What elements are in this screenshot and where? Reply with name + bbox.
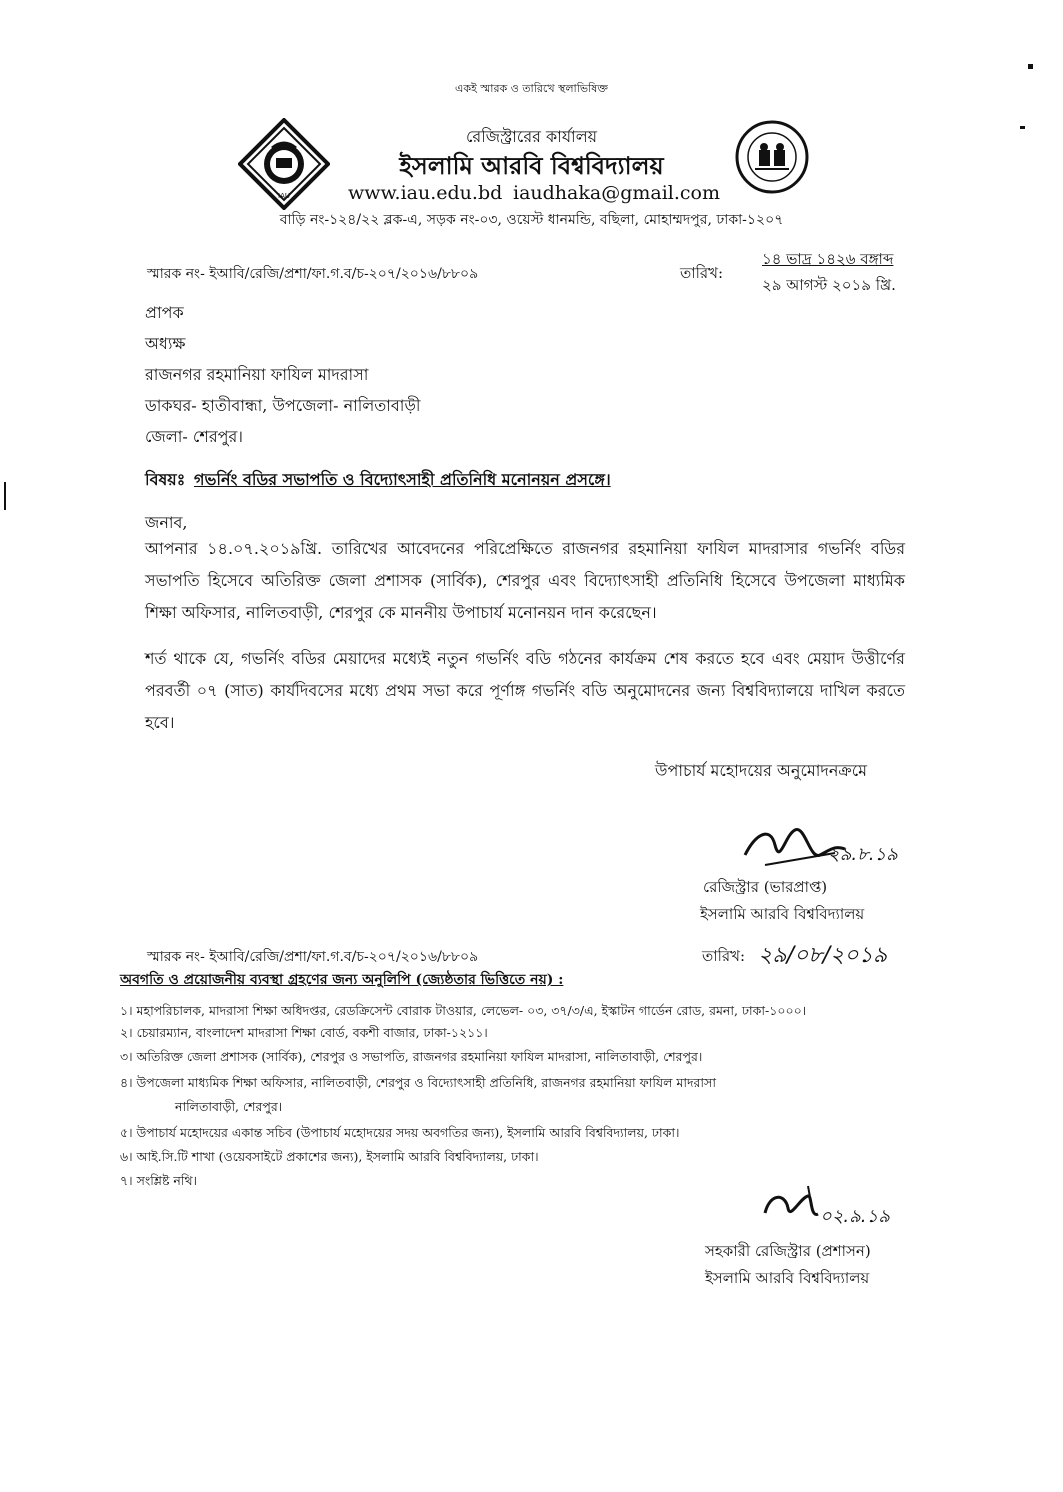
salutation: জনাব, — [145, 513, 188, 532]
top-note: একই স্মারক ও তারিখে স্থলাভিষিক্ত — [455, 82, 608, 95]
copy-item: ৭। সংশ্লিষ্ট নথি। — [120, 1173, 198, 1188]
copy-date-handwritten: ২৯/০৮/২০১৯ — [758, 943, 888, 968]
subject-label: বিষয়ঃ — [145, 470, 186, 489]
registrar-org: ইসলামি আরবি বিশ্ববিদ্যালয় — [700, 905, 865, 923]
recipient-line: ডাকঘর- হাতীবান্ধা, উপজেলা- নালিতাবাড়ী — [145, 396, 421, 415]
copy-item: ৬। আই.সি.টি শাখা (ওয়েবসাইটে প্রকাশের জন্য), ইসলামি আরবি বিশ্ববিদ্যালয়, ঢাকা। — [120, 1149, 539, 1164]
assistant-registrar-org: ইসলামি আরবি বিশ্ববিদ্যালয় — [705, 1269, 870, 1287]
subject-text: গভর্নিং বডির সভাপতি ও বিদ্যোৎসাহী প্রতিনিধি মনোনয়ন প্রসঙ্গে। — [194, 470, 611, 489]
copy-memo-ref: স্মারক নং- ইআবি/রেজি/প্রশা/ফা.গ.ব/চ-২০৭/২০১৬/৮৮০৯ — [147, 949, 479, 965]
address: বাড়ি নং-১২৪/২২ ব্লক-এ, সড়ক নং-০৩, ওয়েস্ট ধানমন্ডি, বছিলা, মোহাম্মদপুর, ঢাকা-১২০৭ — [279, 212, 784, 228]
website: www.iau.edu.bd — [348, 182, 503, 204]
assistant-signature-date: ০২.৯.১৯ — [820, 1206, 890, 1227]
university-name: ইসলামি আরবি বিশ্ববিদ্যালয় — [399, 151, 664, 180]
scan-mark — [1020, 126, 1025, 129]
copy-heading: অবগতি ও প্রয়োজনীয় ব্যবস্থা গ্রহণের জন্য অনুলিপি (জ্যেষ্ঠতার ভিত্তিতে নয়) : — [120, 972, 564, 988]
copy-item-continuation: নালিতাবাড়ী, শেরপুর। — [175, 1099, 283, 1114]
memo-ref: স্মারক নং- ইআবি/রেজি/প্রশা/ফা.গ.ব/চ-২০৭/২০১৬/৮৮০৯ — [147, 266, 479, 282]
body-paragraph-2: শর্ত থাকে যে, গভর্নিং বডির মেয়াদের মধ্যেই নতুন গভর্নিং বডি গঠনের কার্যক্রম শেষ করতে হবে এবং মেয়াদ উত্তীর্ণের পরবর্তী ০৭ (সাত) কার্যদিবসের মধ্যে প্রথম সভা করে পূর্ণাঙ্গ গভর্নিং বডি অনুমোদনের জন্য বিশ্ববিদ্যালয়ে দাখিল করতে হবে। — [145, 649, 905, 732]
registrar-title: রেজিস্ট্রার (ভারপ্রাপ্ত) — [703, 878, 828, 896]
email: iaudhaka@gmail.com — [513, 182, 721, 204]
copy-item: ১। মহাপরিচালক, মাদরাসা শিক্ষা অধিদপ্তর, রেডক্রিসেন্ট বোরাক টাওয়ার, লেভেল- ০৩, ৩৭/৩/এ, ইস্কাটন গার্ডেন রোড, রমনা, ঢাকা-১০০০। — [120, 1003, 807, 1018]
recipient-line: প্রাপক — [145, 303, 184, 322]
recipient-line: রাজনগর রহমানিয়া ফাযিল মাদরাসা — [145, 365, 369, 384]
scan-mark — [4, 482, 6, 510]
scan-mark — [1028, 64, 1033, 69]
approval-note: উপাচার্য মহোদয়ের অনুমোদনক্রমে — [655, 761, 868, 780]
recipient-line: জেলা- শেরপুর। — [145, 427, 244, 446]
recipient-line: অধ্যক্ষ — [145, 334, 186, 353]
signature-date: ২৯.৮.১৯ — [828, 844, 898, 865]
copy-item: ৪। উপজেলা মাধ্যমিক শিক্ষা অফিসার, নালিতবাড়ী, শেরপুর ও বিদ্যোৎসাহী প্রতিনিধি, রাজনগর রহমানিয়া ফাযিল মাদরাসা — [120, 1075, 716, 1090]
copy-item: ৩। অতিরিক্ত জেলা প্রশাসক (সার্বিক), শেরপুর ও সভাপতি, রাজনগর রহমানিয়া ফাযিল মাদরাসা, নালিতাবাড়ী, শেরপুর। — [120, 1049, 703, 1064]
copy-item: ৫। উপাচার্য মহোদয়ের একান্ত সচিব (উপাচার্য মহোদয়ের সদয় অবগতির জন্য), ইসলামি আরবি বিশ্ববিদ্যালয়, ঢাকা। — [120, 1125, 680, 1140]
copy-date-label: তারিখ: — [702, 947, 746, 965]
date-bangla: ১৪ ভাদ্র ১৪২৬ বঙ্গাব্দ — [762, 250, 894, 268]
assistant-registrar-title: সহকারী রেজিস্ট্রার (প্রশাসন) — [705, 1242, 871, 1260]
date-label: তারিখ: — [680, 264, 724, 282]
office-name: রেজিস্ট্রারের কার্যালয় — [465, 127, 598, 146]
body-paragraph-1: আপনার ১৪.০৭.২০১৯খ্রি. তারিখের আবেদনের পরিপ্রেক্ষিতে রাজনগর রহমানিয়া ফাযিল মাদরাসার গভর্নিং বডির সভাপতি হিসেবে অতিরিক্ত জেলা প্রশাসক (সার্বিক), শেরপুর এবং বিদ্যোৎসাহী প্রতিনিধি হিসেবে উপজেলা মাধ্যমিক শিক্ষা অফিসার, নালিতবাড়ী, শেরপুর কে মাননীয় উপাচার্য মনোনয়ন দান করেছেন। — [145, 539, 905, 622]
date-gregorian: ২৯ আগস্ট ২০১৯ খ্রি. — [762, 276, 896, 294]
logo-text: IAU — [278, 192, 290, 200]
copy-item: ২। চেয়ারম্যান, বাংলাদেশ মাদরাসা শিক্ষা বোর্ড, বকশী বাজার, ঢাকা-১২১১। — [120, 1025, 488, 1040]
